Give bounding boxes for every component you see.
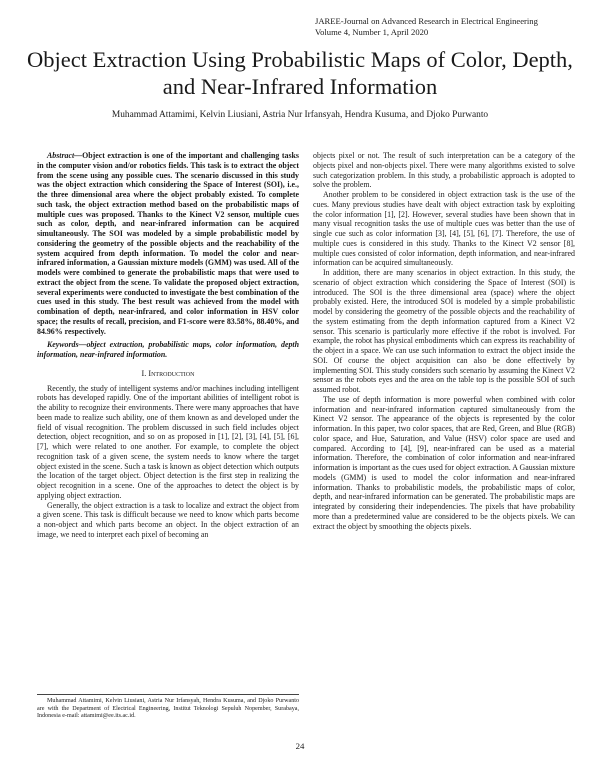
journal-name: JAREE-Journal on Advanced Research in Electrical Engineering: [315, 16, 538, 26]
paragraph: The use of depth information is more powerful when combined with color information and near-infrared information captured simultaneously from the Kinect V2 sensor. The appearance of the objects is represented by the color information. In this paper, two color spaces, that are Red, Green, and Blue (RGB) color space, and Hue, Saturation, and Value (HSV) color space are used and compared. According to [4], [9], near-infrared can be used as a material information. Therefore, the combination of color information and near-infrared information is important as the cues used for object extraction. A Gaussian mixture models (GMM) is used to model the color information and near-infrared information. Thanks to probabilistic models, the probabilistic maps of color, depth, and near-infrared information can be generated. The probabilistic maps are integrated by considering their independencies. The pixels that have probability more than a predetermined value are considered to be the objects pixels. We can extract the object by smoothing the objects pixels.: [313, 394, 575, 531]
section-heading: [37, 369, 299, 379]
paragraph: objects pixel or not. The result of such interpretation can be a category of the objects pixel and non-objects pixel. There were many algorithms existed to solve such categorization problem. In this study, a probabilistic approach is adopted to solve the problem.: [313, 151, 575, 190]
right-column: [313, 151, 575, 531]
paragraph: Another problem to be considered in object extraction task is the use of the cues. Many previous studies have dealt with object extraction task by exploiting the color information [1], [2]. However, several studies have been shown that in many visual recognition tasks the use of multiple cues was better than the use of single cue such as color information [3], [4], [5], [6], [7]. Therefore, the use of multiple cues is considered in this study. Thanks to the Kinect V2 sensor [8], multiple cues consisted of color information, depth information, and near-infrared information can be acquired simultaneously.: [313, 190, 575, 268]
paragraph: In addition, there are many scenarios in object extraction. In this study, the scenario of object extraction which considering the Space of Interest (SOI) is introduced. The SOI is the three dimensional area (space) where the object probably existed. Here, the introduced SOI is modeled by a simple probabilistic model by considering the geometry of the possible objects and the reachability of the system estimating from the depth information captured from a Kinect V2 sensor. This scenario is particularly more effective if the robot is involved. For example, the robot has physical embodiments which can express its reachability of the object in a space. We can use such information to extract the object inside the SOI. Of course the object acquisition can also be done effectively by implementing SOI. This study considers such scenario by assuming the Kinect V2 sensor as the robots eyes and the area on the table top is the possible SOI of such assumed robot.: [313, 268, 575, 394]
journal-header: [315, 16, 585, 37]
paragraph: Generally, the object extraction is a task to localize and extract the object from a given scene. This task is difficult because we need to know which parts become a non-object and which parts become an object. In the object extraction of an image, we need to interpret each pixel of becoming an: [37, 500, 299, 539]
abstract-text: Object extraction is one of the important and challenging tasks in the computer vision and/or robotics fields. This task is to extract the object from the scene using any possible cues. The scenario discussed in this study was the object extraction which considering the Space of Interest (SOI), i.e., the three dimensional area where the object probably existed. To complete such task, the object extraction method based on the probabilistic maps of multiple cues was proposed. Thanks to the Kinect V2 sensor, multiple cues such as color, depth, and near-infrared information can be acquired simultaneously. The SOI was modeled by a simple probabilistic model by considering the geometry of the possible objects and the reachability of the system acquired from depth information. To model the color and near-infrared information, a Gaussian mixture models (GMM) was used. All of the models were combined to generate the probabilistic maps that were used to extract the object from the scene. To validate the proposed object extraction, several experiments were conducted to investigate the best combination of the cues used in this study. The best result was achieved from the model with combination of depth, near-infrared, and color information in HSV color space; the results of recall, precision, and F1-score were 83.58%, 88.40%, and 84.96% respectively.: [37, 151, 299, 336]
author-footnote: [37, 694, 299, 721]
keywords: [37, 340, 299, 360]
left-column: [37, 151, 299, 540]
section-title: Introduction: [148, 368, 195, 378]
abstract: [37, 151, 299, 336]
paper-title: Object Extraction Using Probabilistic Maps of Color, Depth, and Near-Infrared Information: [27, 47, 573, 99]
footnote-text: Muhammad Attamimi, Kelvin Liusiani, Astria Nur Irfansyah, Hendra Kusuma, and Djoko Purwanto are with the Department of Electrical Engineering, Institut Teknologi Sepuluh Nopember, Surabaya, Indonesia e-mail: attamimi@ee.its.ac.id.: [37, 698, 299, 720]
keywords-label: Keywords—: [47, 340, 87, 350]
paragraph: Recently, the study of intelligent systems and/or machines including intelligent robots has developed rapidly. One of the important abilities of intelligent robot is the ability to recognize their environments. There were many approaches that have been made to realize such ability, one of them known as and developed under the field of visual recognition. The problem discussed in such field includes object detection, object recognition, and so on as proposed in [1], [2], [3], [4], [5], [6], [7], which were related to one another. For example, to complete the object recognition task of a given scene, the system needs to know where the target object existed in the scene. Such a task is known as object detection which outputs the location of the target object. Object detection is the first step in realizing the object recognition in a scene. One of the approaches to detect the object is by applying object extraction.: [37, 383, 299, 500]
keywords-text: object extraction, probabilistic maps, color information, depth information, near-infrared information.: [37, 340, 299, 359]
journal-volume: Volume 4, Number 1, April 2020: [315, 26, 429, 37]
section-number: I.: [141, 368, 147, 378]
author-list: Muhammad Attamimi, Kelvin Liusiani, Astria Nur Irfansyah, Hendra Kusuma, and Djoko Purwanto: [111, 110, 489, 120]
abstract-label: Abstract—: [47, 151, 83, 160]
page-number: 24: [295, 741, 305, 751]
